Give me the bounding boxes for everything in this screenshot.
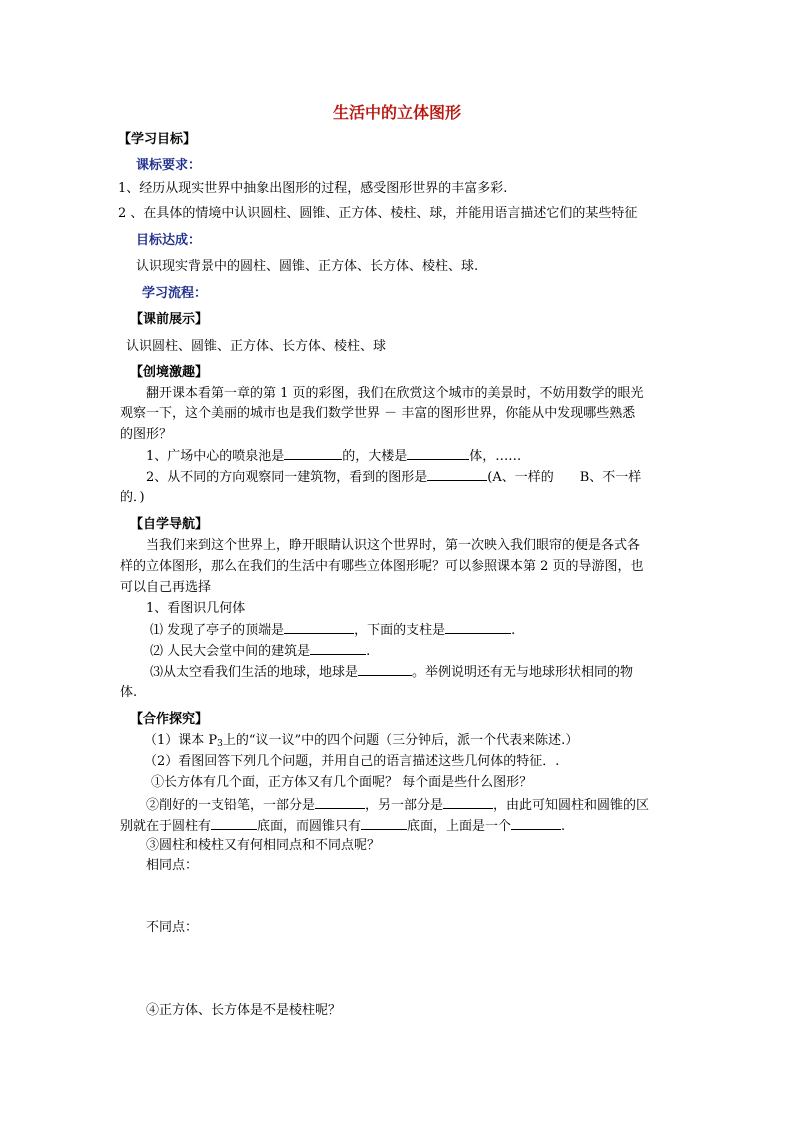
blank-earth[interactable]	[358, 663, 412, 676]
sub-process: 学习流程：	[142, 286, 208, 301]
self-q1-1-text-a: ⑴ 发现了亭子的顶端是	[150, 623, 285, 638]
coop-q1-subscript: 3	[217, 739, 223, 749]
self-q1-3-text-b: 。举例说明还有无与地球形状相同的物	[412, 665, 634, 680]
coop-c2-text-a: ②削好的一支铅笔，一部分是	[146, 798, 316, 813]
scene-paragraph-line-2: 观察一下，这个美丽的城市也是我们数学世界 － 丰富的图形世界，你能从中发现哪些熟悉	[120, 406, 636, 421]
blank-fountain[interactable]	[284, 447, 342, 460]
coop-circle-2-cont	[120, 817, 565, 836]
blank-pencil-part-2[interactable]	[443, 796, 493, 809]
blank-great-hall[interactable]	[310, 642, 366, 655]
self-question-1-2	[150, 642, 370, 661]
coop-c2-text-d: 别就在于圆柱有	[120, 819, 212, 834]
self-paragraph-line-2: 样的立体图形，那么在我们的生活中有哪些立体图形呢？可以参照课本第 2 页的导游图，也	[120, 559, 644, 574]
section-preview: 【课前展示】	[130, 312, 209, 327]
sub-requirements: 课标要求：	[136, 158, 202, 173]
blank-cylinder-bases[interactable]	[211, 817, 257, 830]
blank-pencil-part-1[interactable]	[315, 796, 365, 809]
coop-c2-text-g: .	[561, 819, 566, 834]
scene-question-2	[146, 468, 641, 487]
blank-viewed-shape[interactable]	[427, 468, 487, 481]
blank-building[interactable]	[407, 447, 469, 460]
coop-question-2: （2）看图回答下列几个问题，并用自己的语言描述这些几何体的特征．.	[144, 754, 560, 769]
scene-paragraph-line-3: 的图形？	[120, 427, 173, 442]
label-differences: 不同点：	[146, 920, 199, 935]
self-q1-1-text-c: .	[511, 623, 516, 638]
self-paragraph-line-3: 可以自己再选择	[120, 580, 212, 595]
self-q1-2-text-b: .	[366, 644, 371, 659]
coop-circle-1: ①长方体有几个面，正方体又有几个面呢？ 每个面是些什么图形？	[151, 775, 533, 790]
sub-goals: 目标达成：	[136, 233, 202, 248]
self-paragraph-line-1: 当我们来到这个世界上，睁开眼睛认识这个世界时，第一次映入我们眼帘的便是各式各	[146, 538, 641, 553]
goal-1: 认识现实背景中的圆柱、圆锥、正方体、长方体、棱柱、球.	[136, 259, 479, 274]
coop-c2-text-e: 底面，而圆锥只有	[257, 819, 362, 834]
self-question-1-3	[150, 663, 633, 682]
preview-text: 认识圆柱、圆锥、正方体、长方体、棱柱、球	[126, 339, 387, 354]
scene-q1-text-c: 体，……	[469, 449, 522, 464]
scene-question-2-cont: 的．)	[120, 490, 145, 505]
section-objectives: 【学习目标】	[118, 132, 197, 147]
blank-cone-bases[interactable]	[361, 817, 407, 830]
self-q1-1-text-b: ，下面的支柱是	[354, 623, 446, 638]
scene-q1-text-b: 的，大楼是	[342, 449, 408, 464]
coop-circle-4: ④正方体、长方体是不是棱柱呢？	[146, 1003, 342, 1018]
coop-q1-text-a: （1）课本 P	[144, 733, 218, 748]
label-similarities: 相同点：	[146, 858, 199, 873]
self-q1-3-text-a: ⑶从太空看我们生活的地球，地球是	[150, 665, 359, 680]
blank-pillar[interactable]	[445, 621, 511, 634]
self-question-1-1	[150, 621, 515, 640]
blank-cone-top[interactable]	[511, 817, 561, 830]
section-self-study: 【自学导航】	[130, 517, 209, 532]
self-q1-2-text-a: ⑵ 人民大会堂中间的建筑是	[150, 644, 311, 659]
self-question-1-3-cont: 体.	[120, 685, 138, 700]
coop-question-1	[144, 732, 578, 753]
section-cooperation: 【合作探究】	[130, 712, 209, 727]
coop-circle-3: ③圆柱和棱柱又有何相同点和不同点呢？	[146, 838, 381, 853]
blank-pavilion-top[interactable]	[284, 621, 354, 634]
scene-q2-text-b: (A、一样的 B、不一样	[487, 470, 642, 485]
scene-q1-text-a: 1、广场中心的喷泉池是	[146, 449, 285, 464]
self-question-1: 1、看图识几何体	[146, 601, 246, 616]
scene-question-1	[146, 447, 521, 466]
coop-c2-text-b: ，另一部分是	[365, 798, 444, 813]
requirement-2: 2 、在具体的情境中认识圆柱、圆锥、正方体、棱柱、球，并能用语言描述它们的某些特征	[118, 206, 638, 221]
page-title: 生活中的立体图形	[332, 103, 461, 122]
requirement-1: 1、经历从现实世界中抽象出图形的过程，感受图形世界的丰富多彩.	[118, 181, 508, 196]
coop-q1-text-b: 上的“议一议”中的四个问题（三分钟后，派一个代表来陈述.）	[222, 733, 579, 748]
coop-circle-2	[146, 796, 649, 815]
scene-q2-text-a: 2、从不同的方向观察同一建筑物，看到的图形是	[146, 470, 428, 485]
section-scene: 【创境激趣】	[130, 365, 209, 380]
coop-c2-text-f: 底面，上面是一个	[407, 819, 512, 834]
coop-c2-text-c: ，由此可知圆柱和圆锥的区	[493, 798, 650, 813]
scene-paragraph-line-1: 翻开课本看第一章的第 1 页的彩图，我们在欣赏这个城市的美景时，不妨用数学的眼光	[146, 386, 644, 401]
